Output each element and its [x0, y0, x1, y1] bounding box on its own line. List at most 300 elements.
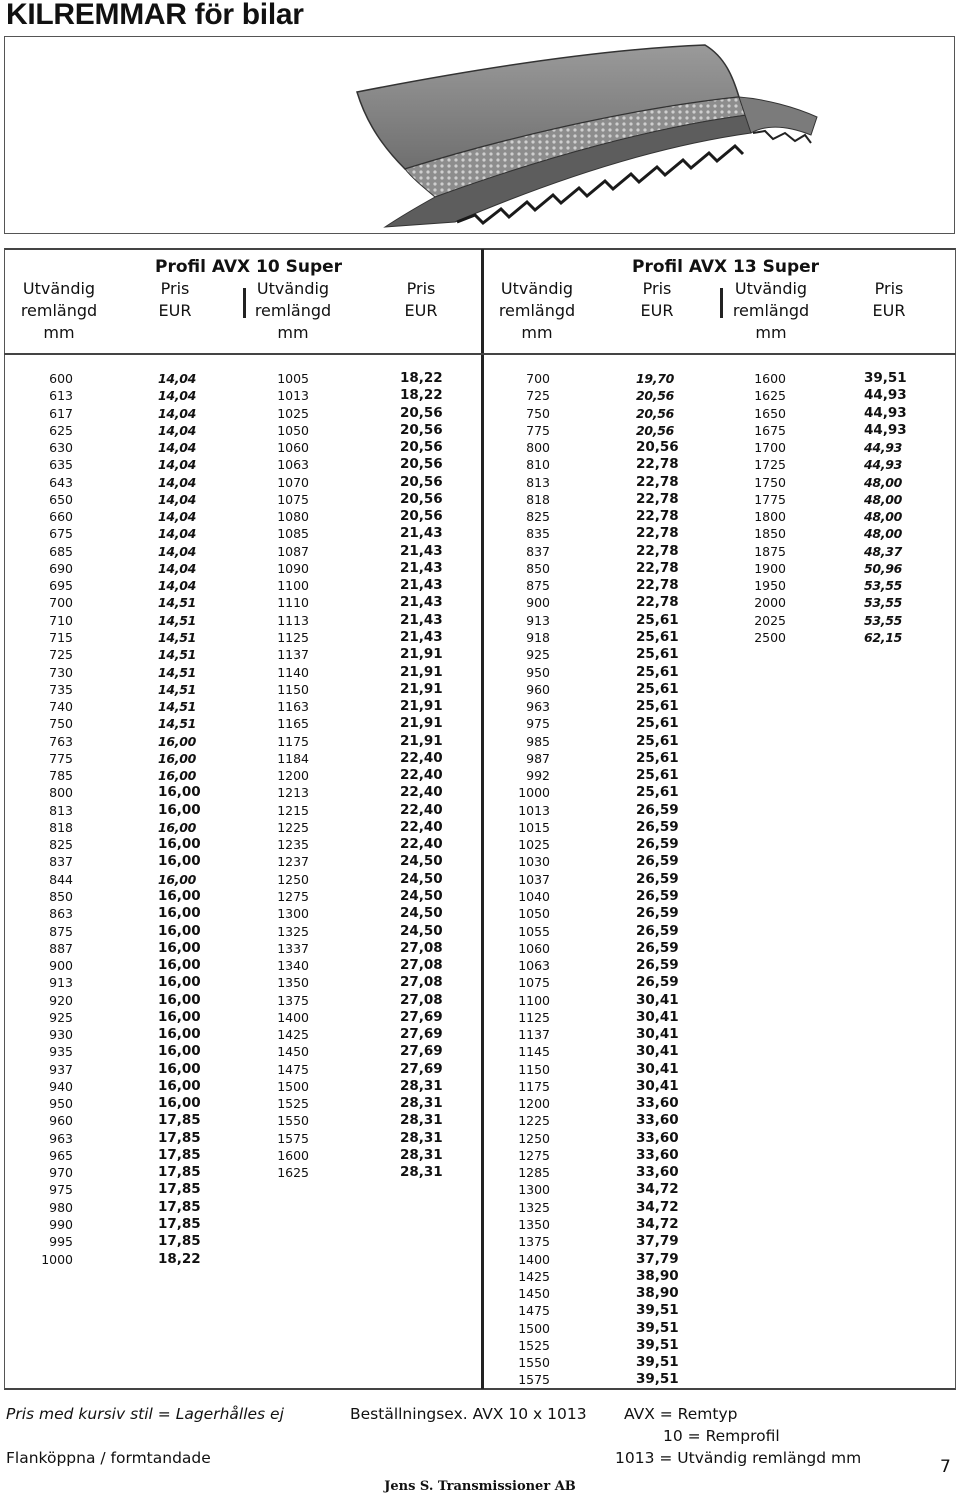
price-cell: 16,00 — [158, 1008, 201, 1025]
profile-heading-avx13: Profil AVX 13 Super — [632, 257, 820, 277]
price-cell: 20,56 — [400, 473, 443, 490]
price-cell: 26,59 — [636, 974, 679, 991]
price-cell: 39,51 — [636, 1319, 679, 1336]
price-cell: 21,91 — [400, 732, 443, 749]
price-cell: 16,00 — [158, 836, 201, 853]
price-cell: 25,61 — [636, 749, 679, 766]
belt-length-cell: 1110 — [277, 595, 309, 611]
belt-length-cell: 1070 — [277, 474, 309, 490]
profile-heading-avx10: Profil AVX 10 Super — [155, 257, 343, 277]
flank-note: Flanköppna / formtandade — [6, 1449, 211, 1467]
belt-length-cell: 925 — [526, 647, 550, 663]
belt-length-cell: 675 — [49, 526, 73, 542]
belt-length-cell: 1350 — [518, 1217, 550, 1233]
price-cell: 48,00 — [864, 474, 903, 490]
belt-length-cell: 740 — [49, 699, 73, 715]
belt-length-cell: 730 — [49, 664, 73, 680]
price-cell: 17,85 — [158, 1164, 201, 1181]
price-cell: 27,08 — [400, 974, 443, 991]
column-header-length: Utvändig remlängd mm — [20, 279, 98, 342]
belt-length-cell: 1525 — [518, 1337, 550, 1353]
price-cell: 25,61 — [636, 680, 679, 697]
price-cell: 14,04 — [158, 491, 197, 507]
belt-length-cell: 785 — [49, 768, 73, 784]
belt-length-cell: 1215 — [277, 802, 309, 818]
product-image-frame — [4, 36, 955, 234]
price-cell: 28,31 — [400, 1129, 443, 1146]
belt-length-cell: 1055 — [518, 923, 550, 939]
belt-length-cell: 960 — [526, 681, 550, 697]
belt-length-cell: 1550 — [277, 1113, 309, 1129]
price-cell: 14,04 — [158, 509, 197, 525]
price-cell: 26,59 — [636, 870, 679, 887]
price-cell: 37,79 — [636, 1233, 679, 1250]
belt-length-cell: 1085 — [277, 526, 309, 542]
company-name: Jens S. Transmissioner AB — [384, 1479, 576, 1494]
price-cell: 48,00 — [864, 491, 903, 507]
length-column — [241, 370, 309, 1181]
belt-length-cell: 1100 — [518, 992, 550, 1008]
price-cell: 30,41 — [636, 1043, 679, 1060]
belt-length-cell: 935 — [49, 1044, 73, 1060]
price-cell: 20,56 — [400, 456, 443, 473]
belt-length-cell: 1237 — [277, 854, 309, 870]
price-cell: 16,00 — [158, 1043, 201, 1060]
price-cell: 14,04 — [158, 371, 197, 386]
belt-length-cell: 1013 — [277, 388, 309, 404]
price-cell: 21,43 — [400, 628, 443, 645]
price-cell: 25,61 — [636, 663, 679, 680]
price-cell: 21,91 — [400, 698, 443, 715]
belt-length-cell: 1050 — [277, 422, 309, 438]
belt-length-cell: 600 — [49, 371, 73, 386]
price-cell: 14,04 — [158, 526, 197, 542]
price-cell: 27,08 — [400, 991, 443, 1008]
price-cell: 24,50 — [400, 922, 443, 939]
belt-length-cell: 1000 — [518, 785, 550, 801]
price-cell: 30,41 — [636, 1008, 679, 1025]
belt-length-cell: 700 — [526, 371, 550, 386]
price-cell: 62,15 — [864, 629, 903, 645]
price-cell: 20,56 — [636, 388, 675, 404]
belt-length-cell: 1063 — [518, 958, 550, 974]
belt-length-cell: 1175 — [277, 733, 309, 749]
price-cell: 39,51 — [636, 1336, 679, 1353]
belt-length-cell: 825 — [49, 837, 73, 853]
belt-length-cell: 715 — [49, 629, 73, 645]
belt-length-cell: 1087 — [277, 543, 309, 559]
belt-length-cell: 695 — [49, 578, 73, 594]
price-cell: 20,56 — [400, 439, 443, 456]
price-cell: 24,50 — [400, 853, 443, 870]
belt-length-cell: 1140 — [277, 664, 309, 680]
belt-length-cell: 1060 — [277, 440, 309, 456]
price-cell: 17,85 — [158, 1216, 201, 1233]
belt-length-cell: 813 — [49, 802, 73, 818]
belt-length-cell: 963 — [49, 1130, 73, 1146]
price-cell: 44,93 — [864, 387, 907, 404]
belt-length-cell: 950 — [49, 1096, 73, 1112]
price-cell: 25,61 — [636, 628, 679, 645]
price-cell: 17,85 — [158, 1112, 201, 1129]
belt-length-cell: 887 — [49, 940, 73, 956]
belt-length-cell: 1145 — [518, 1044, 550, 1060]
price-cell: 20,56 — [636, 422, 675, 438]
price-cell: 27,69 — [400, 1026, 443, 1043]
belt-length-cell: 1450 — [277, 1044, 309, 1060]
belt-length-cell: 1137 — [277, 647, 309, 663]
price-cell: 26,59 — [636, 922, 679, 939]
belt-length-cell: 1625 — [277, 1165, 309, 1181]
belt-length-cell: 735 — [49, 681, 73, 697]
belt-length-cell: 1600 — [277, 1147, 309, 1163]
price-cell: 28,31 — [400, 1112, 443, 1129]
belt-length-cell: 900 — [49, 958, 73, 974]
price-cell: 20,56 — [636, 405, 675, 421]
price-cell: 39,51 — [636, 1302, 679, 1319]
belt-length-cell: 1675 — [754, 422, 786, 438]
belt-length-cell: 837 — [526, 543, 550, 559]
price-cell: 44,93 — [864, 457, 903, 473]
belt-length-cell: 1163 — [277, 699, 309, 715]
belt-length-cell: 2000 — [754, 595, 786, 611]
price-cell: 39,51 — [636, 1371, 679, 1388]
belt-length-cell: 1090 — [277, 560, 309, 576]
price-cell: 14,04 — [158, 440, 197, 456]
belt-length-cell: 1150 — [518, 1061, 550, 1077]
price-cell: 39,51 — [864, 370, 907, 386]
belt-length-cell: 1050 — [518, 906, 550, 922]
belt-length-cell: 970 — [49, 1165, 73, 1181]
belt-length-cell: 965 — [49, 1147, 73, 1163]
belt-length-cell: 1275 — [277, 888, 309, 904]
belt-length-cell: 1325 — [518, 1199, 550, 1215]
price-cell: 34,72 — [636, 1181, 679, 1198]
price-cell: 26,59 — [636, 887, 679, 904]
belt-length-cell: 850 — [49, 888, 73, 904]
price-cell: 21,91 — [400, 680, 443, 697]
price-cell: 33,60 — [636, 1164, 679, 1181]
price-cell: 21,91 — [400, 646, 443, 663]
belt-length-cell: 635 — [49, 457, 73, 473]
belt-length-cell: 1225 — [518, 1113, 550, 1129]
price-cell: 28,31 — [400, 1095, 443, 1112]
v-belt-image — [5, 37, 955, 233]
belt-length-cell: 913 — [49, 975, 73, 991]
price-cell: 27,08 — [400, 957, 443, 974]
belt-length-cell: 1375 — [277, 992, 309, 1008]
price-cell: 48,00 — [864, 509, 903, 525]
price-cell: 33,60 — [636, 1146, 679, 1163]
belt-length-cell: 643 — [49, 474, 73, 490]
price-cell: 53,55 — [864, 612, 903, 628]
price-cell: 14,04 — [158, 422, 197, 438]
price-cell: 14,04 — [158, 405, 197, 421]
belt-length-cell: 940 — [49, 1078, 73, 1094]
price-cell: 34,72 — [636, 1216, 679, 1233]
belt-length-cell: 1950 — [754, 578, 786, 594]
price-cell: 24,50 — [400, 870, 443, 887]
price-cell: 33,60 — [636, 1112, 679, 1129]
belt-length-cell: 1500 — [518, 1320, 550, 1336]
price-cell: 14,04 — [158, 474, 197, 490]
price-cell: 22,40 — [400, 801, 443, 818]
belt-length-cell: 617 — [49, 405, 73, 421]
price-cell: 14,04 — [158, 457, 197, 473]
price-cell: 16,00 — [158, 1077, 201, 1094]
belt-length-cell: 1175 — [518, 1078, 550, 1094]
price-cell: 17,85 — [158, 1181, 201, 1198]
belt-length-cell: 1075 — [518, 975, 550, 991]
belt-length-cell: 875 — [526, 578, 550, 594]
price-cell: 17,85 — [158, 1198, 201, 1215]
belt-length-cell: 1525 — [277, 1096, 309, 1112]
price-cell: 16,00 — [158, 768, 197, 784]
column-header-length: Utvändig remlängd mm — [732, 279, 810, 342]
header-rule — [4, 353, 956, 355]
belt-length-cell: 1225 — [277, 819, 309, 835]
belt-length-cell: 1300 — [277, 906, 309, 922]
belt-length-cell: 1037 — [518, 871, 550, 887]
price-cell: 17,85 — [158, 1129, 201, 1146]
price-cell: 30,41 — [636, 1026, 679, 1043]
belt-length-cell: 825 — [526, 509, 550, 525]
belt-length-cell: 1400 — [277, 1009, 309, 1025]
price-table — [4, 248, 956, 1390]
price-cell: 27,69 — [400, 1043, 443, 1060]
column-header-price: Pris EUR — [404, 279, 438, 320]
belt-length-cell: 810 — [526, 457, 550, 473]
belt-length-cell: 818 — [49, 819, 73, 835]
belt-length-cell: 1000 — [41, 1251, 73, 1267]
length-column — [5, 370, 73, 1268]
belt-length-cell: 1600 — [754, 371, 786, 386]
belt-length-cell: 995 — [49, 1234, 73, 1250]
belt-length-cell: 1650 — [754, 405, 786, 421]
price-cell: 22,40 — [400, 784, 443, 801]
column-header-price: Pris EUR — [872, 279, 906, 320]
price-cell: 34,72 — [636, 1198, 679, 1215]
price-cell: 30,41 — [636, 1060, 679, 1077]
column-header-length: Utvändig remlängd mm — [254, 279, 332, 342]
belt-length-cell: 1200 — [277, 768, 309, 784]
price-cell: 14,51 — [158, 629, 197, 645]
belt-length-cell: 975 — [49, 1182, 73, 1198]
belt-length-cell: 1125 — [518, 1009, 550, 1025]
price-cell: 27,69 — [400, 1008, 443, 1025]
price-cell: 16,00 — [158, 784, 201, 801]
belt-length-cell: 1080 — [277, 509, 309, 525]
belt-length-cell: 835 — [526, 526, 550, 542]
belt-length-cell: 844 — [49, 871, 73, 887]
price-cell: 26,59 — [636, 957, 679, 974]
price-cell: 25,61 — [636, 611, 679, 628]
price-cell: 16,00 — [158, 922, 201, 939]
belt-length-cell: 1850 — [754, 526, 786, 542]
belt-length-cell: 1450 — [518, 1286, 550, 1302]
price-cell: 21,91 — [400, 663, 443, 680]
belt-length-cell: 1005 — [277, 371, 309, 386]
page-title: KILREMMAR för bilar — [6, 0, 304, 31]
belt-length-cell: 685 — [49, 543, 73, 559]
belt-length-cell: 690 — [49, 560, 73, 576]
belt-length-cell: 1184 — [277, 750, 309, 766]
belt-length-cell: 1900 — [754, 560, 786, 576]
belt-length-cell: 1030 — [518, 854, 550, 870]
belt-length-cell: 1400 — [518, 1251, 550, 1267]
price-cell: 44,93 — [864, 440, 903, 456]
belt-length-cell: 837 — [49, 854, 73, 870]
belt-length-cell: 1137 — [518, 1027, 550, 1043]
legend-type: AVX = Remtyp — [624, 1405, 738, 1423]
belt-length-cell: 900 — [526, 595, 550, 611]
price-cell: 16,00 — [158, 1060, 201, 1077]
belt-length-cell: 725 — [49, 647, 73, 663]
belt-length-cell: 918 — [526, 629, 550, 645]
price-cell: 27,69 — [400, 1060, 443, 1077]
belt-length-cell: 990 — [49, 1217, 73, 1233]
belt-length-cell: 1113 — [277, 612, 309, 628]
price-cell: 17,85 — [158, 1146, 201, 1163]
price-cell: 17,85 — [158, 1233, 201, 1250]
belt-length-cell: 937 — [49, 1061, 73, 1077]
length-column — [482, 370, 550, 1389]
belt-length-cell: 813 — [526, 474, 550, 490]
belt-length-cell: 1250 — [277, 871, 309, 887]
belt-length-cell: 1750 — [754, 474, 786, 490]
belt-length-cell: 850 — [526, 560, 550, 576]
belt-length-cell: 1475 — [518, 1303, 550, 1319]
price-cell: 26,59 — [636, 801, 679, 818]
belt-length-cell: 1013 — [518, 802, 550, 818]
belt-length-cell: 1775 — [754, 491, 786, 507]
length-column — [718, 370, 786, 646]
price-cell: 22,40 — [400, 749, 443, 766]
belt-length-cell: 1040 — [518, 888, 550, 904]
price-cell: 16,00 — [158, 801, 201, 818]
price-cell: 20,56 — [400, 508, 443, 525]
belt-length-cell: 1150 — [277, 681, 309, 697]
belt-length-cell: 963 — [526, 699, 550, 715]
belt-length-cell: 1075 — [277, 491, 309, 507]
price-cell: 22,40 — [400, 836, 443, 853]
belt-length-cell: 710 — [49, 612, 73, 628]
belt-length-cell: 930 — [49, 1027, 73, 1043]
belt-length-cell: 1200 — [518, 1096, 550, 1112]
price-cell: 21,43 — [400, 542, 443, 559]
belt-length-cell: 1350 — [277, 975, 309, 991]
belt-length-cell: 987 — [526, 750, 550, 766]
belt-length-cell: 650 — [49, 491, 73, 507]
belt-length-cell: 1625 — [754, 388, 786, 404]
price-cell: 16,00 — [158, 957, 201, 974]
price-cell: 19,70 — [636, 371, 675, 386]
belt-length-cell: 625 — [49, 422, 73, 438]
price-cell: 26,59 — [636, 905, 679, 922]
price-cell: 26,59 — [636, 836, 679, 853]
belt-length-cell: 950 — [526, 664, 550, 680]
price-cell: 33,60 — [636, 1095, 679, 1112]
price-cell: 20,56 — [400, 421, 443, 438]
price-cell: 22,78 — [636, 542, 679, 559]
price-cell: 22,78 — [636, 577, 679, 594]
order-example: Beställningsex. AVX 10 x 1013 — [350, 1405, 587, 1423]
price-column — [400, 370, 480, 1181]
price-cell: 22,78 — [636, 508, 679, 525]
price-cell: 26,59 — [636, 853, 679, 870]
belt-length-cell: 1165 — [277, 716, 309, 732]
price-cell: 16,00 — [158, 1095, 201, 1112]
price-cell: 20,56 — [636, 439, 679, 456]
belt-length-cell: 1325 — [277, 923, 309, 939]
price-cell: 26,59 — [636, 939, 679, 956]
belt-length-cell: 1060 — [518, 940, 550, 956]
price-cell: 22,78 — [636, 525, 679, 542]
price-cell: 25,61 — [636, 646, 679, 663]
price-cell: 27,08 — [400, 939, 443, 956]
belt-length-cell: 725 — [526, 388, 550, 404]
price-cell: 14,51 — [158, 612, 197, 628]
belt-length-cell: 1340 — [277, 958, 309, 974]
belt-length-cell: 750 — [49, 716, 73, 732]
belt-length-cell: 630 — [49, 440, 73, 456]
belt-length-cell: 1337 — [277, 940, 309, 956]
belt-length-cell: 960 — [49, 1113, 73, 1129]
price-cell: 14,51 — [158, 647, 197, 663]
belt-length-cell: 660 — [49, 509, 73, 525]
price-cell: 26,59 — [636, 818, 679, 835]
belt-length-cell: 920 — [49, 992, 73, 1008]
belt-length-cell: 1425 — [518, 1268, 550, 1284]
belt-length-cell: 1063 — [277, 457, 309, 473]
price-cell: 22,78 — [636, 559, 679, 576]
price-cell: 37,79 — [636, 1250, 679, 1267]
price-cell: 14,51 — [158, 716, 197, 732]
price-cell: 48,00 — [864, 526, 903, 542]
belt-length-cell: 863 — [49, 906, 73, 922]
column-header-price: Pris EUR — [640, 279, 674, 320]
price-cell: 21,43 — [400, 577, 443, 594]
price-cell: 39,51 — [636, 1354, 679, 1371]
price-cell: 16,00 — [158, 819, 197, 835]
belt-length-cell: 775 — [526, 422, 550, 438]
price-cell: 50,96 — [864, 560, 903, 576]
price-cell: 30,41 — [636, 1077, 679, 1094]
price-cell: 14,04 — [158, 560, 197, 576]
price-cell: 18,22 — [400, 387, 443, 404]
price-cell: 22,40 — [400, 767, 443, 784]
belt-length-cell: 750 — [526, 405, 550, 421]
belt-length-cell: 1025 — [277, 405, 309, 421]
price-cell: 14,04 — [158, 388, 197, 404]
price-cell: 25,61 — [636, 767, 679, 784]
price-column — [636, 370, 716, 1389]
belt-length-cell: 818 — [526, 491, 550, 507]
price-cell: 44,93 — [864, 421, 907, 438]
price-cell: 16,00 — [158, 1026, 201, 1043]
price-cell: 24,50 — [400, 887, 443, 904]
price-cell: 16,00 — [158, 853, 201, 870]
belt-length-cell: 1015 — [518, 819, 550, 835]
page-number: 7 — [940, 1457, 951, 1477]
belt-length-cell: 980 — [49, 1199, 73, 1215]
price-cell: 38,90 — [636, 1267, 679, 1284]
price-cell: 16,00 — [158, 939, 201, 956]
belt-length-cell: 1875 — [754, 543, 786, 559]
price-cell: 22,78 — [636, 594, 679, 611]
legend-profile: 10 = Remprofil — [663, 1427, 780, 1445]
price-cell: 14,51 — [158, 664, 197, 680]
